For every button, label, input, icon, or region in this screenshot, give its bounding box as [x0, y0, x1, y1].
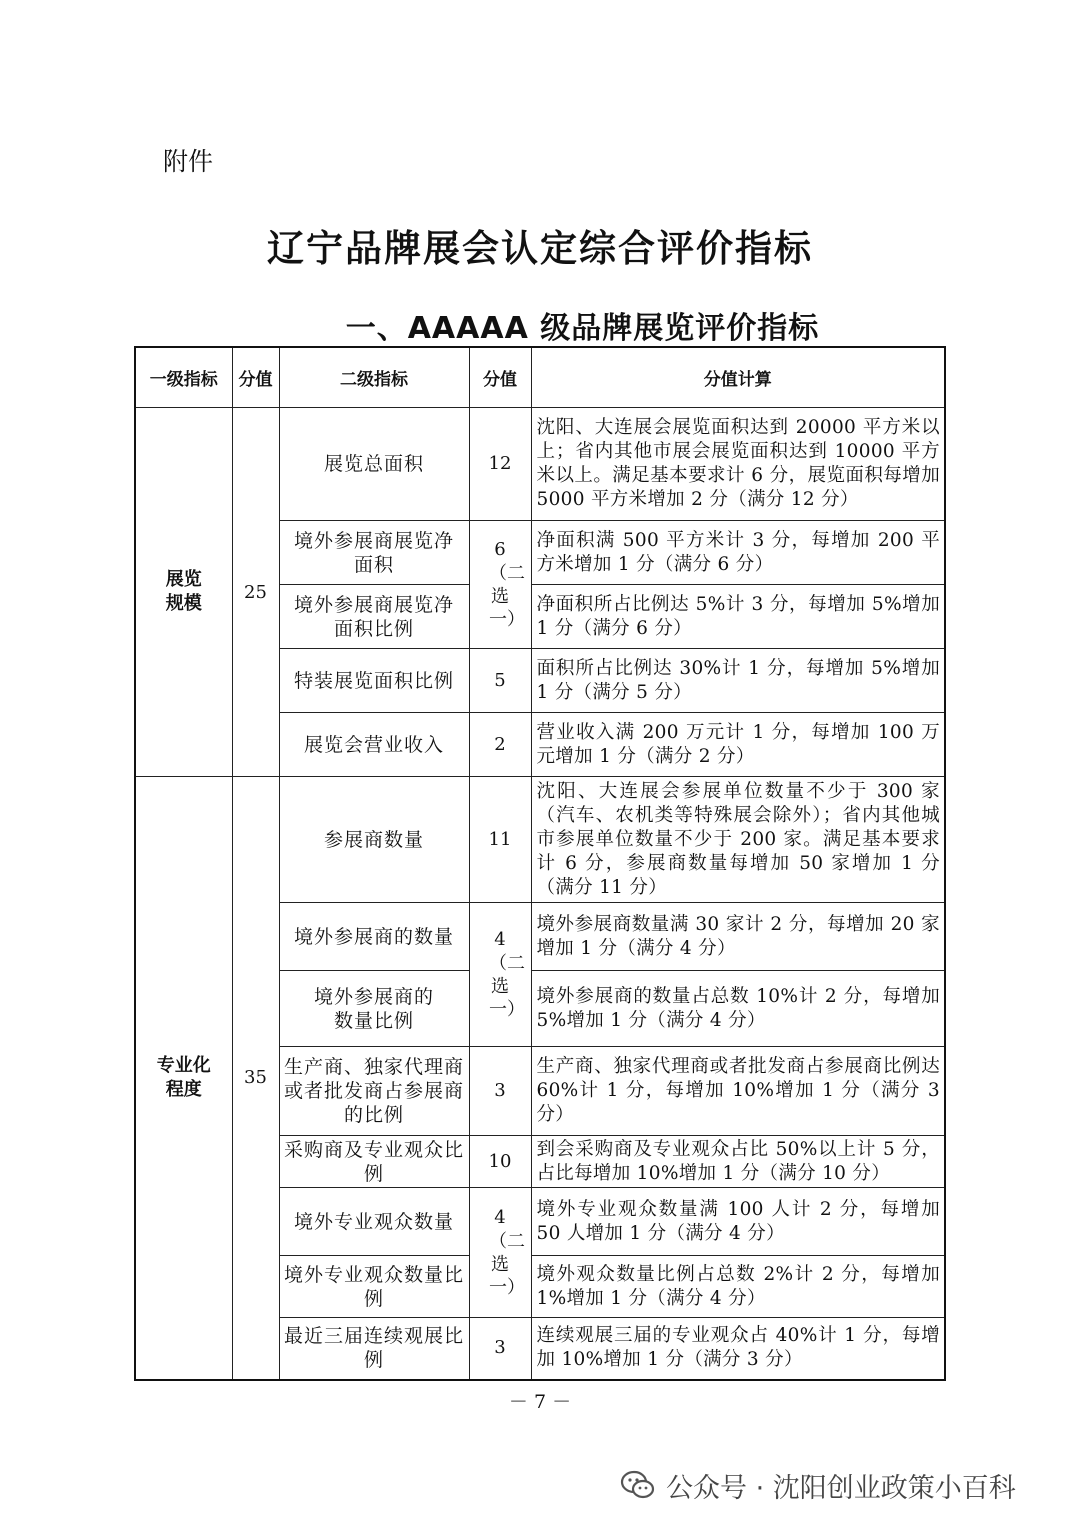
indicator-calc: 沈阳、大连展会展览面积达到 20000 平方米以上；省内其他市展会展览面积达到 10000 平方米以上。满足基本要求计 6 分，展览面积每增加 5000 平方米增加 2 分（满分 12 分）	[531, 408, 945, 521]
header-score2: 分值	[469, 347, 531, 408]
score-value: 4	[494, 1207, 506, 1228]
indicator-score	[469, 903, 531, 1047]
indicator-calc: 到会采购商及专业观众占比 50%以上计 5 分，占比每增加 10%增加 1 分（满分 10 分）	[531, 1136, 945, 1188]
indicator-name: 展览会营业收入	[279, 713, 469, 777]
indicator-calc: 境外专业观众数量满 100 人计 2 分，每增加 50 人增加 1 分（满分 4 分）	[531, 1188, 945, 1256]
indicator-score: 5	[469, 649, 531, 713]
indicator-score	[469, 1188, 531, 1318]
group-score: 25	[232, 408, 279, 777]
attachment-label: 附件	[163, 147, 214, 176]
indicator-name: 境外参展商展览净面积比例	[279, 585, 469, 649]
header-calc: 分值计算	[531, 347, 945, 408]
indicator-calc: 连续观展三届的专业观众占 40%计 1 分，每增加 10%增加 1 分（满分 3 分）	[531, 1318, 945, 1380]
indicator-name: 境外参展商展览净面积	[279, 521, 469, 585]
indicator-name: 境外参展商的数量比例	[279, 971, 469, 1047]
indicator-name: 境外参展商的数量	[279, 903, 469, 971]
indicator-name: 生产商、独家代理商或者批发商占参展商的比例	[279, 1047, 469, 1136]
table-row	[135, 777, 945, 903]
table-row	[135, 408, 945, 521]
table-header-row	[135, 347, 945, 408]
indicator-calc: 境外观众数量比例占总数 2%计 2 分，每增加 1%增加 1 分（满分 4 分）	[531, 1256, 945, 1318]
indicator-score: 3	[469, 1318, 531, 1380]
indicator-calc: 面积所占比例达 30%计 1 分，每增加 5%增加 1 分（满分 5 分）	[531, 649, 945, 713]
indicator-score: 11	[469, 777, 531, 903]
watermark-text: 公众号 · 沈阳创业政策小百科	[666, 1472, 1016, 1504]
group-name: 展览 规模	[135, 408, 232, 777]
indicator-name: 境外专业观众数量比例	[279, 1256, 469, 1318]
choice-note: （二选一）	[489, 953, 525, 1020]
score-value: 4	[494, 929, 506, 950]
section-subtitle: 一、AAAAA 级品牌展览评价指标	[345, 311, 820, 346]
wechat-icon	[620, 1470, 656, 1500]
watermark	[620, 1462, 1016, 1508]
indicator-name: 采购商及专业观众比例	[279, 1136, 469, 1188]
indicator-name: 境外专业观众数量	[279, 1188, 469, 1256]
indicator-score	[469, 521, 531, 649]
evaluation-table	[134, 346, 946, 1381]
indicator-name: 最近三届连续观展比例	[279, 1318, 469, 1380]
indicator-calc: 境外参展商的数量占总数 10%计 2 分，每增加 5%增加 1 分（满分 4 分）	[531, 971, 945, 1047]
indicator-name: 特装展览面积比例	[279, 649, 469, 713]
indicator-name: 展览总面积	[279, 408, 469, 521]
indicator-calc: 营业收入满 200 万元计 1 分，每增加 100 万元增加 1 分（满分 2 分）	[531, 713, 945, 777]
group-name: 专业化 程度	[135, 777, 232, 1380]
choice-note: （二选一）	[489, 1231, 525, 1298]
indicator-calc: 沈阳、大连展会参展单位数量不少于 300 家（汽车、农机类等特殊展会除外）；省内其他城市参展单位数量不少于 200 家。满足基本要求计 6 分，参展商数量每增加 50 家增加 1 分（满分 11 分）	[531, 777, 945, 903]
page-title: 辽宁品牌展会认定综合评价指标	[267, 227, 813, 270]
indicator-calc: 生产商、独家代理商或者批发商占参展商比例达 60%计 1 分，每增加 10%增加 1 分（满分 3 分）	[531, 1047, 945, 1136]
choice-note: （二选一）	[489, 563, 525, 630]
page-number: － 7 －	[508, 1391, 572, 1413]
indicator-calc: 境外参展商数量满 30 家计 2 分，每增加 20 家增加 1 分（满分 4 分）	[531, 903, 945, 971]
indicator-score: 12	[469, 408, 531, 521]
header-level1: 一级指标	[135, 347, 232, 408]
indicator-calc: 净面积所占比例达 5%计 3 分，每增加 5%增加 1 分（满分 6 分）	[531, 585, 945, 649]
indicator-score: 2	[469, 713, 531, 777]
indicator-name: 参展商数量	[279, 777, 469, 903]
header-level2: 二级指标	[279, 347, 469, 408]
score-value: 6	[494, 539, 506, 560]
indicator-calc: 净面积满 500 平方米计 3 分，每增加 200 平方米增加 1 分（满分 6 分）	[531, 521, 945, 585]
group-score: 35	[232, 777, 279, 1380]
indicator-score: 10	[469, 1136, 531, 1188]
header-score1: 分值	[232, 347, 279, 408]
indicator-score: 3	[469, 1047, 531, 1136]
